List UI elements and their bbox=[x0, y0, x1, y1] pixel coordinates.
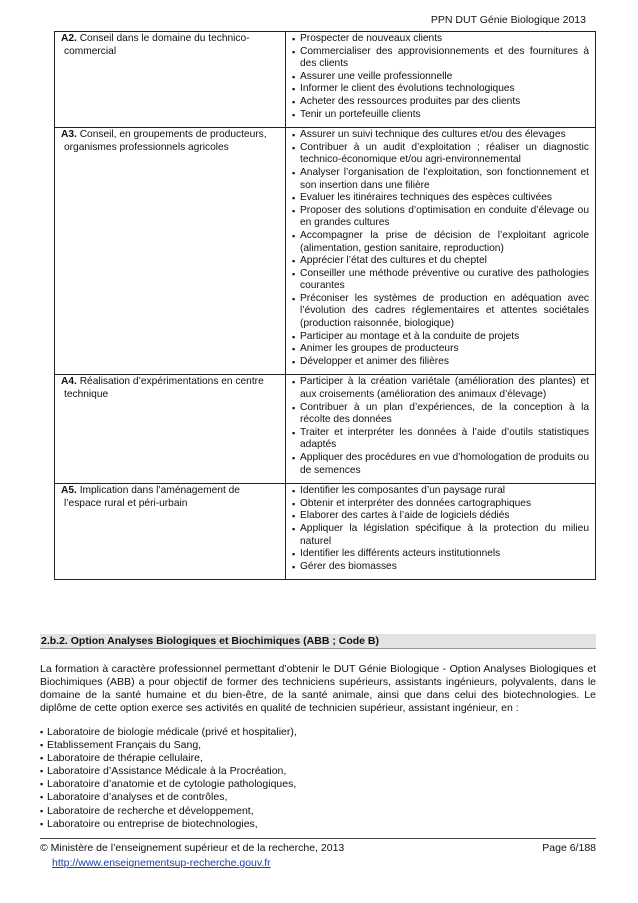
task-item: ▪ Tenir un portefeuille clients bbox=[292, 109, 589, 122]
activity-code: A3. bbox=[61, 129, 77, 141]
task-item: ▪ Apprécier l’état des cultures et du cheptel bbox=[292, 255, 589, 268]
task-item: ▪ Traiter et interpréter les données à l’aide d’outils statistiques adaptés bbox=[292, 427, 589, 452]
activity-title-cell bbox=[55, 484, 286, 580]
task-list bbox=[292, 33, 589, 121]
task-list bbox=[292, 376, 589, 477]
laboratory-item: ▪ Laboratoire de thérapie cellulaire, bbox=[40, 752, 596, 765]
task-list bbox=[292, 129, 589, 368]
task-item: ▪ Contribuer à un plan d’expériences, de la conception à la récolte des données bbox=[292, 402, 589, 427]
task-item: ▪ Conseiller une méthode préventive ou curative des pathologies courantes bbox=[292, 268, 589, 293]
activity-row-a3 bbox=[55, 128, 596, 375]
activity-title-line1: Implication dans l’aménagement de bbox=[76, 485, 240, 497]
task-list bbox=[292, 485, 589, 573]
task-item: ▪ Analyser l’organisation de l’exploitation, son fonctionnement et son insertion dans une filière bbox=[292, 167, 589, 192]
laboratory-item: ▪ Laboratoire de biologie médicale (privé et hospitalier), bbox=[40, 726, 596, 739]
activity-title-cell bbox=[55, 128, 286, 375]
task-item: ▪ Développer et animer des filières bbox=[292, 356, 589, 369]
section-paragraph: La formation à caractère professionnel permettant d’obtenir le DUT Génie Biologique - Option Analyses Biologiques et Biochimiques (ABB) a pour objectif de former des techniciens supérieurs, assistants ingénieurs, polyvalents, dans le domaine de la santé humaine et du bien-être, de la santé animale, ainsi que dans celui des biotechnologies. Le diplôme de cette option exerce ses activités en qualité de technicien supérieur, assistant ingénieur, en : bbox=[40, 663, 596, 715]
activity-code: A2. bbox=[61, 33, 77, 44]
activity-title-line1: Réalisation d’expérimentations en centre bbox=[76, 376, 264, 388]
task-item: ▪ Identifier les différents acteurs institutionnels bbox=[292, 548, 589, 561]
activity-tasks-cell bbox=[286, 375, 596, 484]
task-item: ▪ Proposer des solutions d’optimisation en conduite d’élevage ou en grandes cultures bbox=[292, 205, 589, 230]
task-item: ▪ Animer les groupes de producteurs bbox=[292, 343, 589, 356]
task-item: ▪ Acheter des ressources produites par des clients bbox=[292, 96, 589, 109]
section-heading: 2.b.2. Option Analyses Biologiques et Biochimiques (ABB ; Code B) bbox=[40, 634, 596, 649]
laboratory-item: ▪ Etablissement Français du Sang, bbox=[40, 739, 596, 752]
activity-code: A4. bbox=[61, 376, 77, 388]
task-item: ▪ Assurer un suivi technique des cultures et/ou des élevages bbox=[292, 129, 589, 142]
activity-code: A5. bbox=[61, 485, 77, 497]
task-item: ▪ Contribuer à un audit d’exploitation ; réaliser un diagnostic technico-économique et/ou agri-environnemental bbox=[292, 142, 589, 167]
activity-tasks-cell bbox=[286, 484, 596, 580]
task-item: ▪ Préconiser les systèmes de production en adéquation avec l’évolution des cadres réglementaires et attentes sociétales (production raisonnée, biologique) bbox=[292, 293, 589, 331]
task-item: ▪ Appliquer des procédures en vue d’homologation de produits ou de semences bbox=[292, 452, 589, 477]
task-item: ▪ Commercialiser des approvisionnements et des fournitures à des clients bbox=[292, 46, 589, 71]
footer-divider bbox=[40, 838, 596, 839]
activity-row-a2 bbox=[55, 32, 596, 128]
laboratory-item: ▪ Laboratoire de recherche et développement, bbox=[40, 805, 596, 818]
activity-tasks-cell bbox=[286, 32, 596, 128]
task-item: ▪ Informer le client des évolutions technologiques bbox=[292, 83, 589, 96]
activity-title-line2: l’espace rural et péri-urbain bbox=[64, 497, 188, 509]
task-item: ▪ Prospecter de nouveaux clients bbox=[292, 33, 589, 46]
laboratory-list bbox=[40, 726, 596, 831]
task-item: ▪ Participer à la création variétale (amélioration des plantes) et aux croisements (amélioration des animaux d’élevage) bbox=[292, 376, 589, 401]
activity-title-cell bbox=[55, 375, 286, 484]
task-item: ▪ Evaluer les itinéraires techniques des espèces cultivées bbox=[292, 192, 589, 205]
task-item: ▪ Appliquer la législation spécifique à la protection du milieu naturel bbox=[292, 523, 589, 548]
footer-page-number: Page 6/188 bbox=[542, 842, 596, 854]
task-item: ▪ Participer au montage et à la conduite de projets bbox=[292, 331, 589, 344]
activity-title-line2: organismes professionnels agricoles bbox=[64, 141, 229, 153]
task-item: ▪ Identifier les composantes d’un paysage rural bbox=[292, 485, 589, 498]
task-item: ▪ Obtenir et interpréter des données cartographiques bbox=[292, 498, 589, 511]
activity-title-line1: Conseil, en groupements de producteurs, bbox=[76, 129, 267, 141]
laboratory-item: ▪ Laboratoire d’Assistance Médicale à la Procréation, bbox=[40, 765, 596, 778]
activities-table bbox=[54, 31, 596, 580]
activity-title-line2: commercial bbox=[64, 45, 117, 57]
activity-title-line2: technique bbox=[64, 389, 109, 401]
laboratory-item: ▪ Laboratoire d’anatomie et de cytologie pathologiques, bbox=[40, 778, 596, 791]
activity-row-a5 bbox=[55, 484, 596, 580]
page-header-title: PPN DUT Génie Biologique 2013 bbox=[430, 14, 586, 26]
task-item: ▪ Accompagner la prise de décision de l’exploitant agricole (alimentation, gestion sanitaire, reproduction) bbox=[292, 230, 589, 255]
laboratory-item: ▪ Laboratoire ou entreprise de biotechnologies, bbox=[40, 818, 596, 831]
activity-tasks-cell bbox=[286, 128, 596, 375]
task-item: ▪ Assurer une veille professionnelle bbox=[292, 71, 589, 84]
footer-url-link[interactable]: http://www.enseignementsup-recherche.gouv.fr bbox=[52, 857, 271, 869]
activity-title-line1: Conseil dans le domaine du technico- bbox=[76, 33, 250, 44]
footer-copyright: © Ministère de l’enseignement supérieur et de la recherche, 2013 bbox=[40, 842, 345, 854]
task-item: ▪ Elaborer des cartes à l’aide de logiciels dédiés bbox=[292, 510, 589, 523]
task-item: ▪ Gérer des biomasses bbox=[292, 561, 589, 574]
activity-title-cell bbox=[55, 32, 286, 128]
laboratory-item: ▪ Laboratoire d’analyses et de contrôles, bbox=[40, 791, 596, 804]
activity-row-a4 bbox=[55, 375, 596, 484]
